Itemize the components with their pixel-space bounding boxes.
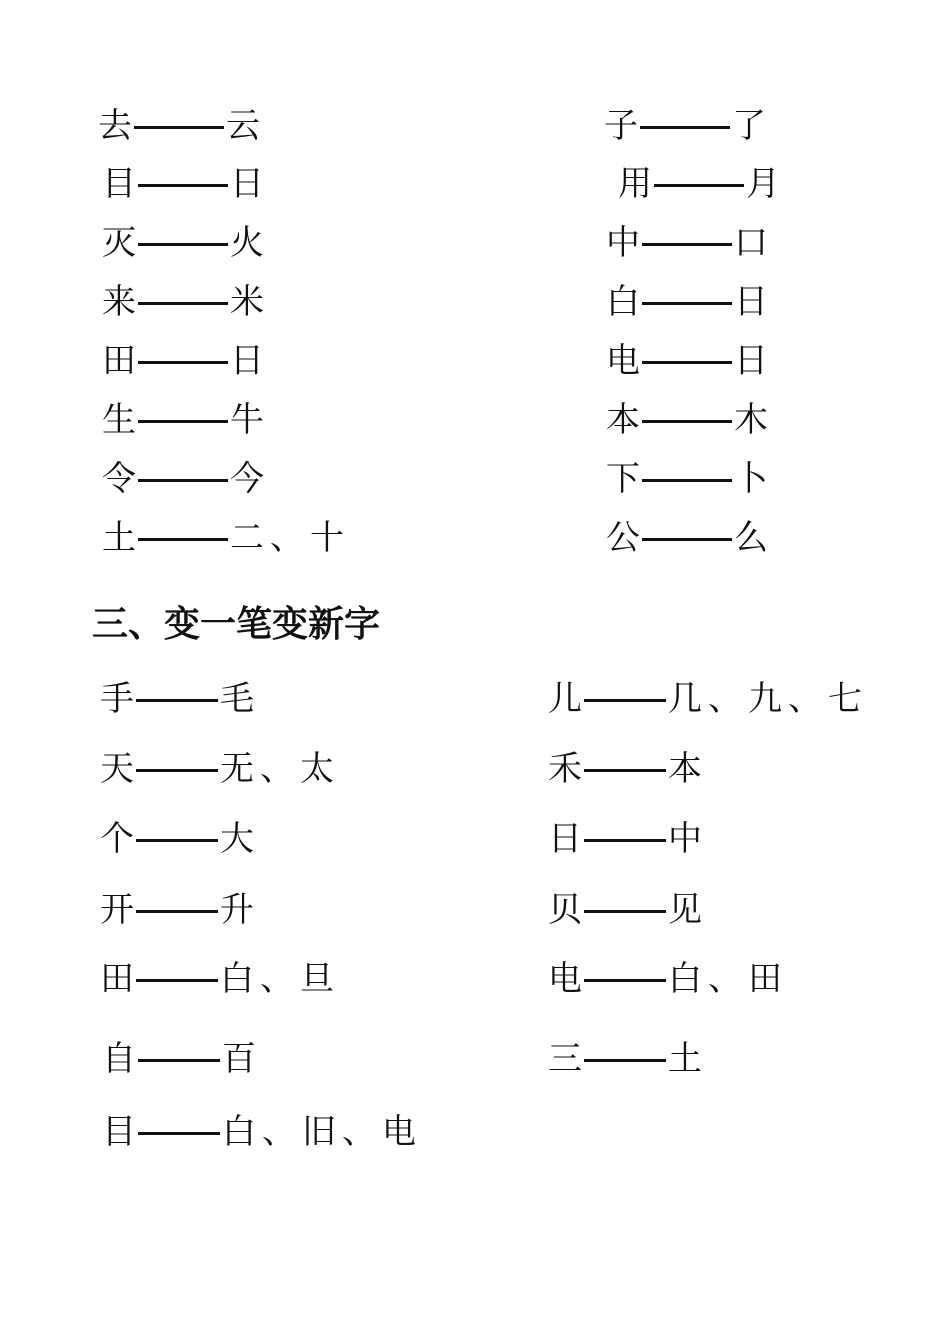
pair-row [102,397,264,443]
dash-line [584,769,666,772]
source-char: 儿 [548,679,582,719]
source-char: 禾 [548,749,582,789]
source-char: 目 [102,164,136,204]
target-char: 日 [734,282,768,322]
source-char: 用 [618,164,652,204]
dash-line [136,769,218,772]
target-char: 云 [226,106,260,146]
target-char: 木 [734,400,768,440]
pair-row [102,456,264,502]
source-char: 生 [102,400,136,440]
section-heading: 三、变一笔变新字 [92,604,381,645]
target-char: 二、十 [230,518,350,558]
source-char: 手 [100,679,134,719]
pair-row [98,103,260,149]
source-char: 个 [100,819,134,859]
source-char: 本 [606,400,640,440]
target-char: 中 [668,819,702,859]
dash-line [584,979,666,982]
target-char: 土 [668,1039,702,1079]
dash-line [654,184,744,187]
dash-line [134,126,224,129]
dash-line [136,839,218,842]
dash-line [138,302,228,305]
dash-line [136,699,218,702]
target-char: 几、九、七 [668,679,868,719]
target-char: 白、田 [668,959,788,999]
source-char: 子 [604,106,638,146]
source-char: 贝 [548,890,582,930]
pair-row [606,515,768,561]
source-char: 去 [98,106,132,146]
dash-line [138,420,228,423]
pair-row [102,220,264,266]
pair-row [100,956,340,1002]
pair-row [618,161,780,207]
target-char: 本 [668,749,702,789]
dash-line [138,243,228,246]
dash-line [642,420,732,423]
pair-row [606,456,768,502]
target-char: 无、太 [220,749,340,789]
pair-row [100,746,340,792]
source-char: 开 [100,890,134,930]
dash-line [584,910,666,913]
pair-row [548,676,868,722]
source-char: 中 [606,223,640,263]
source-char: 电 [548,959,582,999]
target-char: 升 [220,890,254,930]
dash-line [138,1132,220,1135]
source-char: 目 [102,1112,136,1152]
target-char: 牛 [230,400,264,440]
pair-row [548,746,702,792]
pair-row [548,1036,702,1082]
dash-line [584,699,666,702]
pair-row [102,1036,256,1082]
target-char: 见 [668,890,702,930]
source-char: 田 [102,341,136,381]
source-char: 来 [102,282,136,322]
source-char: 白 [606,282,640,322]
dash-line [642,538,732,541]
pair-row [604,103,766,149]
pair-row [102,161,264,207]
target-char: 火 [230,223,264,263]
dash-line [136,979,218,982]
dash-line [138,1059,220,1062]
pair-row [606,338,768,384]
target-char: 卜 [734,459,768,499]
pair-row [100,676,254,722]
target-char: 月 [746,164,780,204]
target-char: 日 [230,164,264,204]
target-char: 白、旧、电 [222,1112,422,1152]
target-char: 白、旦 [220,959,340,999]
target-char: 口 [734,223,768,263]
dash-line [138,184,228,187]
dash-line [138,479,228,482]
pair-row [606,279,768,325]
pair-row [548,956,788,1002]
dash-line [642,302,732,305]
target-char: 今 [230,459,264,499]
pair-row [606,397,768,443]
source-char: 公 [606,518,640,558]
pair-row [606,220,768,266]
target-char: 大 [220,819,254,859]
target-char: 么 [734,518,768,558]
target-char: 毛 [220,679,254,719]
dash-line [136,910,218,913]
target-char: 米 [230,282,264,322]
dash-line [642,243,732,246]
dash-line [138,538,228,541]
source-char: 灭 [102,223,136,263]
source-char: 电 [606,341,640,381]
dash-line [584,839,666,842]
target-char: 了 [732,106,766,146]
pair-row [100,887,254,933]
dash-line [584,1059,666,1062]
dash-line [138,361,228,364]
source-char: 田 [100,959,134,999]
source-char: 自 [102,1039,136,1079]
source-char: 日 [548,819,582,859]
source-char: 三 [548,1039,582,1079]
pair-row [102,1109,422,1155]
dash-line [640,126,730,129]
target-char: 百 [222,1039,256,1079]
source-char: 下 [606,459,640,499]
target-char: 日 [734,341,768,381]
pair-row [102,279,264,325]
pair-row [548,816,702,862]
target-char: 日 [230,341,264,381]
dash-line [642,361,732,364]
source-char: 天 [100,749,134,789]
pair-row [102,515,350,561]
source-char: 令 [102,459,136,499]
dash-line [642,479,732,482]
pair-row [102,338,264,384]
pair-row [100,816,254,862]
pair-row [548,887,702,933]
source-char: 土 [102,518,136,558]
